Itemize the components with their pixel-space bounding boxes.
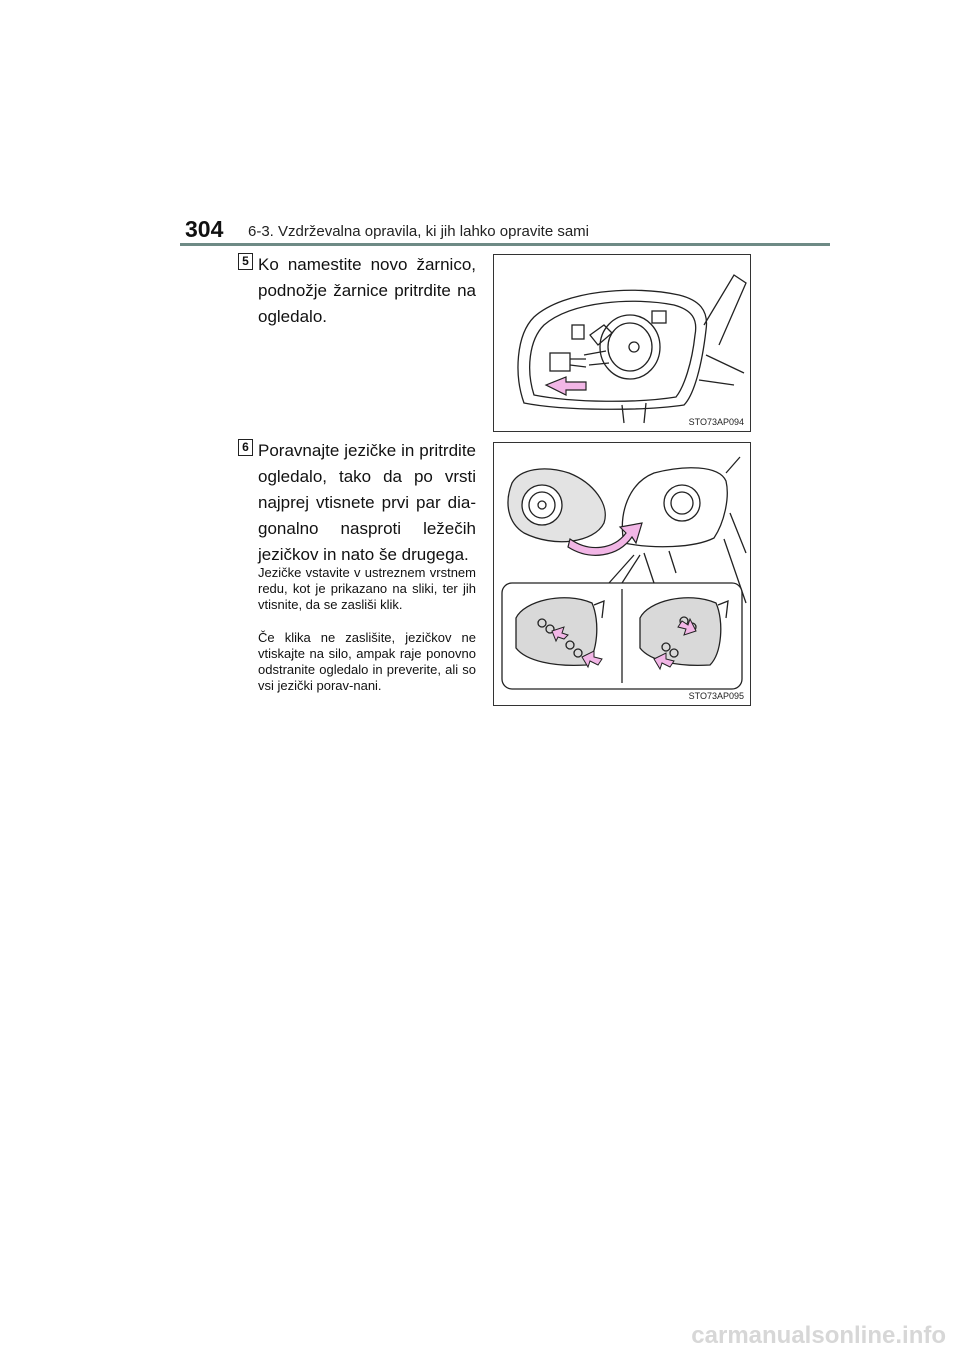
section-title: 6-3. Vzdrževalna opravila, ki jih lahko opravite sami (248, 223, 589, 240)
step-5-number: 5 (238, 253, 253, 270)
figure-step-6 (493, 442, 751, 706)
page-number: 304 (185, 216, 224, 242)
figure-code-095: STO73AP095 (688, 691, 744, 701)
step-6-note-2: Če klika ne zaslišite, jezičkov ne vtiskajte na silo, ampak raje ponovno odstranite ogledalo in preverite, ali so vsi jezički porav-nani. (258, 630, 476, 693)
mirror-install-illustration (494, 443, 750, 705)
step-6-number: 6 (238, 439, 253, 456)
figure-code-094: STO73AP094 (688, 417, 744, 427)
insert-arrow (546, 377, 586, 395)
mirror-bulb-illustration (494, 255, 750, 431)
step-6-note-1: Jezičke vstavite v ustreznem vrstnem redu, kot je prikazano na sliki, ter jih vtisnite, da se zasliši klik. (258, 565, 476, 612)
step-6-text: Poravnajte jezičke in pritrdite ogledalo, tako da po vrsti najprej vtisnete prvi par dia-gonalno nasproti ležečih jezičkov in nato še drugega. (258, 441, 476, 564)
watermark: carmanualsonline.info (691, 1322, 946, 1349)
header-rule (180, 243, 830, 246)
figure-step-5 (493, 254, 751, 432)
step-5-text: Ko namestite novo žarnico, podnožje žarnice pritrdite na ogledalo. (258, 255, 476, 326)
